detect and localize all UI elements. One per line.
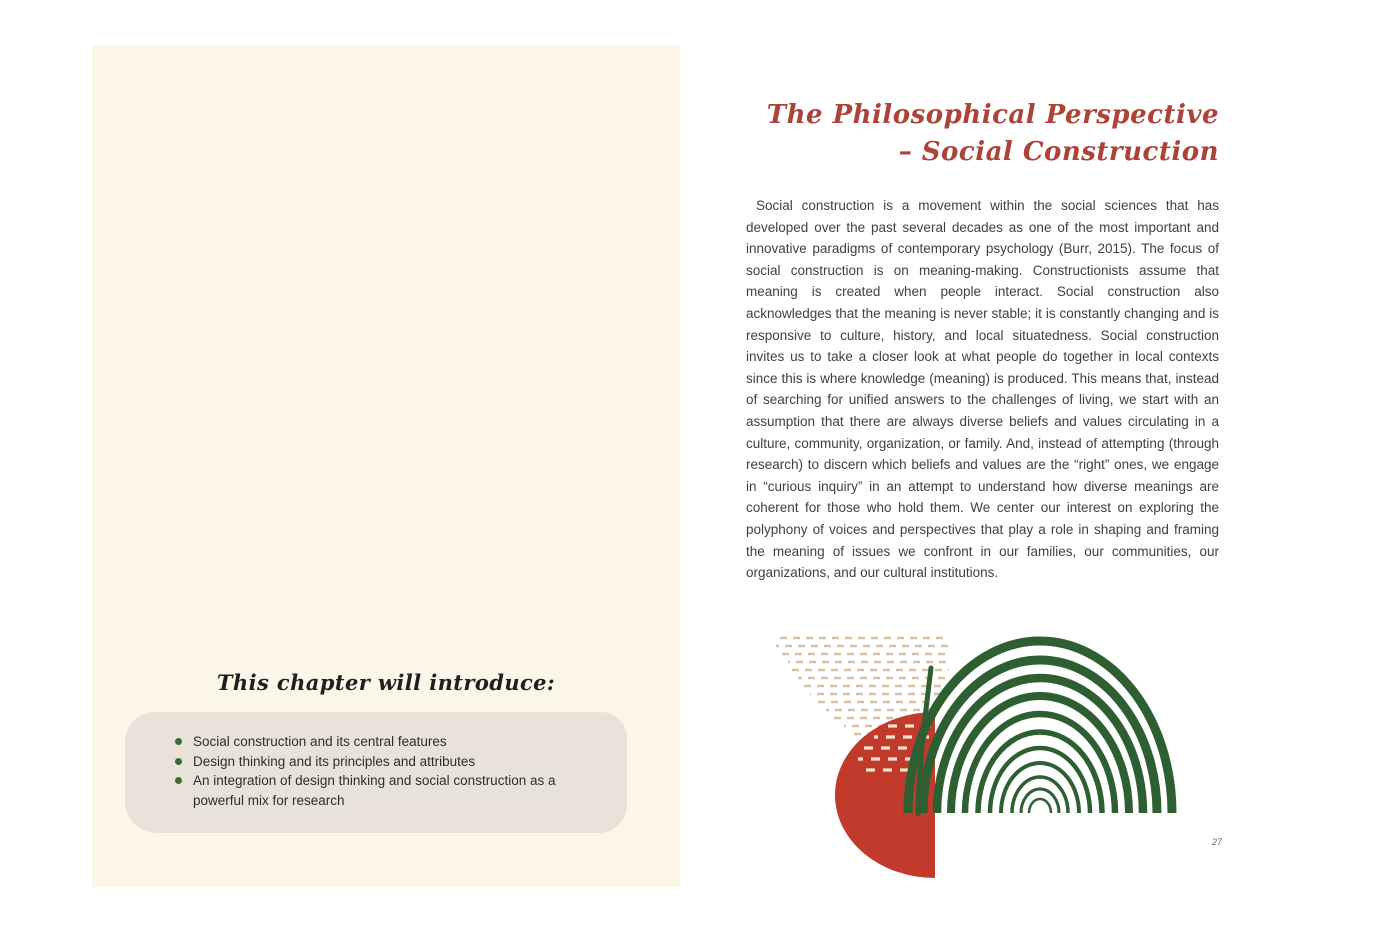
list-item <box>175 732 579 752</box>
right-page <box>688 45 1270 887</box>
page-title-line2: – Social Construction <box>898 137 1219 167</box>
list-item <box>175 771 579 810</box>
chapter-intro-heading: This chapter will introduce: <box>216 670 556 695</box>
list-item-label: Design thinking and its principles and attributes <box>193 753 476 769</box>
page-title <box>739 97 1219 171</box>
page-number: 27 <box>1211 837 1222 847</box>
bullet-icon <box>175 758 182 765</box>
bullet-icon <box>175 738 182 745</box>
list-item-label: Social construction and its central features <box>193 734 447 749</box>
chapter-intro-box <box>125 712 627 833</box>
page-title-line1: The Philosophical Perspective <box>766 100 1219 130</box>
list-item-label: An integration of design thinking and social construction as a powerful mix for research <box>193 773 556 808</box>
body-paragraph: Social construction is a movement within the social sciences that has developed over the past several decades as one of the most important and innovative paradigms of contemporary psychology (Burr, 2015). The focus of social construction is on meaning-making. Constructionists assume that meaning is created when people interact. Social construction also acknowledges that the meaning is never stable; it is constantly changing and is responsive to culture, history, and local situatedness. Social construction invites us to take a closer look at what people do together in local contexts since this is where knowledge (meaning) is produced. This means that, instead of searching for unified answers to the challenges of living, we start with an assumption that there are always diverse beliefs and values circulating in a culture, community, organization, or family. And, instead of attempting (through research) to discern which beliefs and values are the “right” ones, we engage in “curious inquiry” in an attempt to understand how diverse meanings are coherent for those who hold them. We center our interest on exploring the polyphony of voices and perspectives that play a role in shaping and framing the meaning of issues we confront in our families, our communities, our organizations, and our cultural institutions. <box>746 198 1219 581</box>
list-item <box>175 752 579 772</box>
left-page <box>92 45 680 887</box>
bullet-icon <box>175 777 182 784</box>
chapter-intro-list <box>175 732 579 810</box>
abstract-illustration <box>768 630 1208 888</box>
green-rainbow-arcs <box>908 641 1172 813</box>
